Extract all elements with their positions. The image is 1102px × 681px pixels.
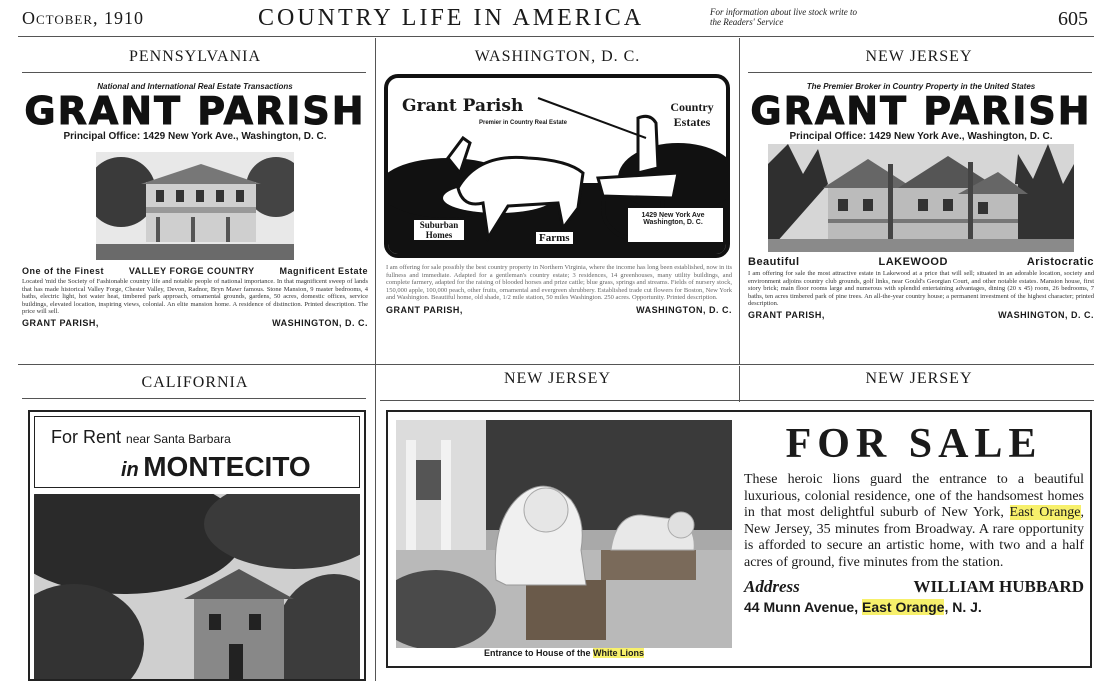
corner-suburban: Suburban Homes — [414, 220, 464, 240]
logo-sub: Premier in Country Real Estate — [478, 120, 568, 126]
footer-right: WASHINGTON, D. C. — [636, 304, 732, 315]
corner-farms: Farms — [536, 232, 573, 244]
column-divider-2 — [739, 38, 740, 364]
address-name: WILLIAM HUBBARD — [913, 577, 1084, 596]
street-highlight: East Orange — [861, 599, 945, 615]
body-part-2: , New Jersey, 35 minutes from Broadway. A rare opportunity is afforded to secure an artistic home, with two and a half acres of ground, five minutes from the station. — [744, 505, 1085, 570]
corner-address: 1429 New York Ave Washington, D. C. — [641, 212, 705, 226]
photo-caption — [396, 648, 732, 658]
headline-mid: LAKEWOOD — [878, 256, 948, 268]
montecito-photo — [34, 494, 360, 679]
footer-left: GRANT PARISH, — [386, 304, 463, 315]
pennsylvania-ad-text — [22, 266, 368, 328]
for-sale-text — [744, 422, 1084, 615]
footer-right: WASHINGTON, D. C. — [272, 317, 368, 328]
for-sale-ad — [386, 410, 1092, 668]
section-new-jersey-top: NEW JERSEY — [865, 48, 973, 65]
washington-ad-text — [386, 264, 732, 315]
headline-left: Beautiful — [748, 256, 800, 268]
ad-tagline: National and International Real Estate Transactions — [97, 82, 293, 91]
caption-highlight: White Lions — [593, 648, 645, 658]
lakewood-photo — [768, 144, 1074, 252]
street-text: 44 Munn Avenue, — [744, 599, 859, 615]
column-divider-3 — [739, 366, 740, 402]
issue-date: October, 1910 — [22, 8, 145, 28]
for-sale-headline: FOR SALE — [785, 421, 1043, 467]
column-divider-1 — [375, 38, 376, 681]
caption-text: Entrance to House of the — [483, 648, 591, 658]
white-lions-photo — [396, 420, 732, 648]
section-rule — [380, 400, 1094, 401]
magazine-title: COUNTRY LIFE IN AMERICA — [258, 5, 645, 31]
mansion-photo — [96, 152, 294, 260]
logo-left: Grant Parish — [402, 96, 524, 116]
pennsylvania-ad — [22, 82, 368, 142]
new-jersey-top-ad-text — [748, 256, 1094, 320]
grant-parish-logo: GRANT PARISH — [24, 89, 366, 133]
address-label: Address — [744, 577, 800, 596]
carriage-logo — [384, 74, 730, 258]
new-jersey-top-ad — [748, 82, 1094, 142]
for-rent-text: For Rent — [51, 427, 122, 447]
ad-tagline: The Premier Broker in Country Property in the United States — [806, 82, 1036, 91]
logo-right: Country Estates — [670, 100, 714, 129]
near-santa-barbara-text: near Santa Barbara — [126, 432, 231, 446]
section-new-jersey-bottom-b: NEW JERSEY — [865, 370, 973, 387]
body-part-1: These heroic lions guard the entrance to a beautiful luxurious, colonial residence, one of the handsomest homes in that most delightful suburb of New York, — [744, 472, 1084, 520]
masthead-note: For information about live stock write to the Readers' Service — [710, 7, 857, 27]
section-california: CALIFORNIA — [141, 374, 249, 391]
footer-right: WASHINGTON, D. C. — [998, 309, 1094, 320]
section-rule — [22, 398, 366, 399]
page-number: 605 — [1058, 8, 1088, 30]
headline-right: Magnificent Estate — [279, 266, 368, 276]
address-line — [744, 577, 1084, 597]
office-address: Principal Office: 1429 New York Ave., Washington, D. C. — [789, 131, 1053, 142]
footer-left: GRANT PARISH, — [748, 309, 825, 320]
montecito-text: MONTECITO — [143, 451, 311, 482]
ad-body: Located 'mid the Society of Fashionable country life and notable people of national importance. In that magnificent sweep of lands that has made historical Valley Forge, Chester Valley, Devon, Radnor, Bryn Mawr famous. Stone Mansion, 9 master bedrooms, 4 baths, electric light, hot water heat, timbered park approach, ornamental grounds, gardens, 50 acres, domestic offices, service buildings, elevated location, inspiring views, colonial. An elite mansion home. A residence of distinction. Printed description. The price will sell. — [22, 278, 368, 315]
for-sale-body — [744, 472, 1084, 571]
section-rule — [22, 72, 366, 73]
headline-left: One of the Finest — [22, 266, 105, 276]
headline-right: Aristocratic — [1026, 256, 1094, 268]
ad-body: I am offering for sale the most attractive estate in Lakewood at a price that will sell; situated in an adorable location, society and environment adjoins country club grounds, golf links, near Gould's Georgian Court, and other notable estates. Mansion house, first story brick; main floor rooms large and numerous with splendid entertaining advantages, dining (20 x 45) room, 26 bedrooms, 7 baths, ten acres timbered park of pine trees. An all-the-year country house; a permanent investment of the highest character; printed description. — [748, 270, 1094, 307]
street-end: , N. J. — [944, 599, 982, 615]
east-orange-highlight: East Orange — [1009, 505, 1081, 520]
grant-parish-logo: GRANT PARISH — [750, 89, 1092, 133]
top-rule — [18, 36, 1094, 37]
section-pennsylvania: PENNSYLVANIA — [128, 48, 262, 65]
montecito-title-box — [34, 416, 360, 488]
headline-mid: VALLEY FORGE COUNTRY — [128, 266, 255, 276]
office-address: Principal Office: 1429 New York Ave., Washington, D. C. — [63, 131, 327, 142]
in-text: in — [121, 459, 139, 481]
section-rule — [748, 72, 1092, 73]
section-washington: WASHINGTON, D. C. — [474, 48, 641, 65]
street-line — [744, 599, 1084, 615]
section-new-jersey-bottom-a: NEW JERSEY — [503, 370, 612, 387]
california-ad — [28, 410, 366, 681]
ad-body: I am offering for sale possibly the best country property in Northern Virginia, where the income has long been established, now in its fullness and immediate. Adapted for a gentleman's country estate; 3 residences, 14 greenhouses, many utility buildings, and complete farmery, adapted for the raising of blooded horses and prize cattle; blue grass, springs and streams. Fields of nursery stock, 150,000 apple, 100,000 peach, other fruits, ornamental and evergreen shrubbery. Established trade cut flowers for Boston, New York and Washington. Beautiful home, old shade, 1/2 mile station, 50 miles Washington. 250 acres. Opportunity. Printed description. — [386, 264, 732, 301]
footer-left: GRANT PARISH, — [22, 317, 99, 328]
middle-rule — [18, 364, 1094, 365]
